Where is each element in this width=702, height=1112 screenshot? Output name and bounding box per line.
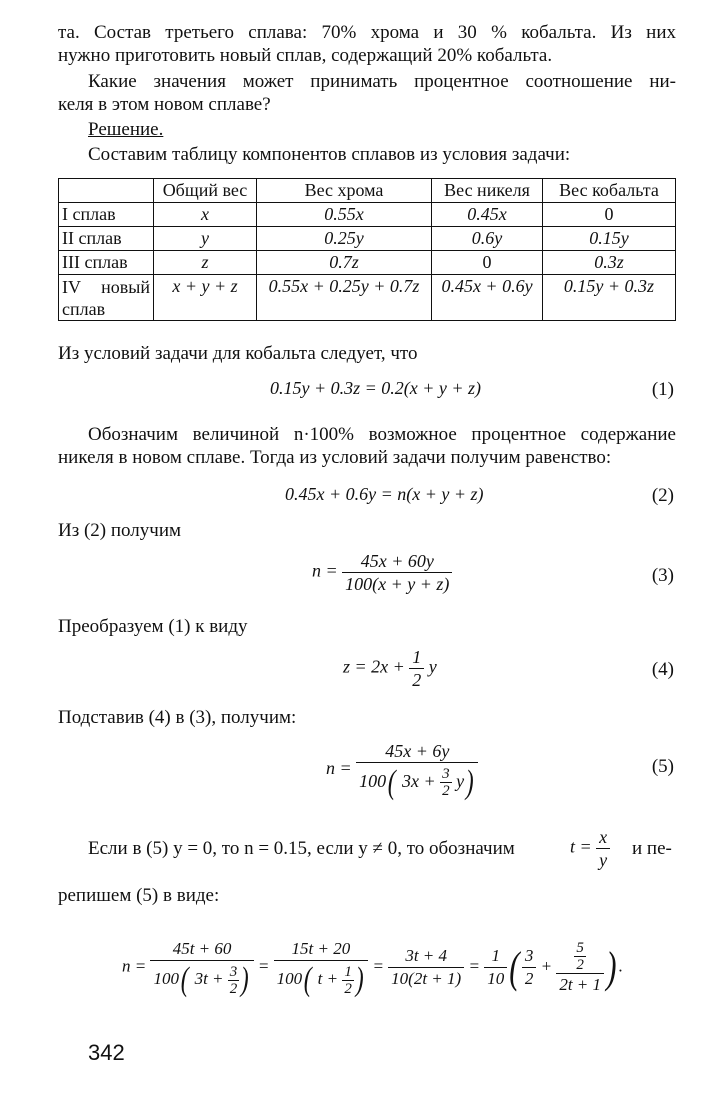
- equals-sign: =: [468, 956, 480, 976]
- paragraph-line: Обозначим величиной n·100% возможное процентное содержание: [88, 424, 676, 445]
- paragraph-line: никеля в новом сплаве. Тогда из условий задачи получим равенство:: [58, 447, 612, 468]
- paren: ): [606, 942, 617, 992]
- paren: ): [465, 763, 474, 801]
- denominator-part: 3t +: [194, 969, 224, 988]
- solution-heading: Решение.: [88, 119, 164, 140]
- equation-lhs: t =: [570, 836, 592, 857]
- fraction: [556, 940, 604, 996]
- numerator: 1: [484, 945, 507, 968]
- paragraph-line: нужно приготовить новый сплав, содержащий 20% кобальта.: [58, 45, 553, 66]
- equation-lhs: n =: [312, 560, 338, 581]
- equation-lhs: n =: [326, 758, 352, 779]
- table-header-cell: [59, 179, 154, 203]
- t-definition: [570, 826, 610, 871]
- table-row: [59, 227, 676, 251]
- numerator: 45t + 60: [150, 938, 253, 961]
- denominator: [274, 961, 369, 997]
- denominator: 10(2t + 1): [391, 969, 462, 989]
- denominator-part: 3x +: [401, 771, 436, 791]
- table-cell: 0: [543, 203, 676, 227]
- table-cell: IV новый сплав: [59, 275, 154, 321]
- table-cell: z: [154, 251, 257, 275]
- denominator: 100(x + y + z): [345, 574, 450, 594]
- table-row: [59, 275, 676, 321]
- alloy-components-table: [58, 178, 676, 321]
- denominator-part: 100: [359, 771, 387, 791]
- fraction: [342, 964, 354, 997]
- paren: (: [303, 961, 312, 999]
- paragraph-line: Подставив (4) в (3), получим:: [58, 707, 297, 728]
- paragraph-line: Преобразуем (1) к виду: [58, 616, 248, 637]
- paragraph-line: Из условий задачи для кобальта следует, что: [58, 343, 418, 364]
- denominator: y: [599, 850, 608, 870]
- denominator: 2: [524, 969, 534, 989]
- fraction: [274, 938, 369, 997]
- fraction: [388, 945, 464, 990]
- numerator: 3t + 4: [388, 945, 464, 968]
- plus-sign: +: [540, 956, 553, 976]
- equation-lhs: n =: [122, 956, 147, 976]
- denominator: [150, 961, 253, 997]
- equation-1: 0.15y + 0.3z = 0.2(x + y + z): [270, 378, 482, 398]
- fraction: [484, 945, 507, 990]
- denominator: [356, 763, 478, 800]
- table-cell: y: [154, 227, 257, 251]
- table-cell: 0.25y: [257, 227, 432, 251]
- denominator-part: y: [456, 771, 465, 791]
- equation-number: (4): [651, 659, 674, 680]
- fraction: [440, 766, 452, 799]
- denominator-part: 100: [153, 969, 179, 988]
- table-cell: 0.15y: [543, 227, 676, 251]
- table-cell: 0.15y + 0.3z: [543, 275, 676, 321]
- table-cell: 0: [432, 251, 543, 275]
- equation-rhs: y: [428, 656, 437, 677]
- table-row: [59, 203, 676, 227]
- paragraph-line: Какие значения может принимать процентное соотношение ни-: [88, 71, 676, 92]
- equation-number: (1): [651, 379, 674, 400]
- table-cell: 0.3z: [543, 251, 676, 275]
- paren: (: [180, 961, 189, 999]
- denominator: 2: [576, 956, 584, 973]
- numerator: 45x + 60y: [342, 550, 452, 573]
- page-number: 342: [88, 1040, 125, 1065]
- equation-number: (3): [651, 565, 674, 586]
- equation-lhs: z = 2x +: [343, 656, 405, 677]
- fraction: [596, 826, 610, 871]
- numerator: 45x + 6y: [356, 740, 478, 763]
- table-cell: 0.45x: [432, 203, 543, 227]
- table-cell: 0.55x + 0.25y + 0.7z: [257, 275, 432, 321]
- denominator: 2: [229, 980, 238, 997]
- denominator: 2: [442, 783, 450, 800]
- denominator-part: t +: [317, 969, 339, 988]
- numerator: 15t + 20: [274, 938, 369, 961]
- paren: (: [509, 942, 520, 992]
- numerator: 1: [409, 646, 424, 669]
- table-cell: III сплав: [59, 251, 154, 275]
- equals-sign: =: [372, 956, 384, 976]
- fraction: [150, 938, 253, 997]
- table-cell: 0.6y: [432, 227, 543, 251]
- paragraph-line: Из (2) получим: [58, 520, 182, 541]
- fraction: [409, 646, 424, 691]
- table-header-cell: Вес хрома: [257, 179, 432, 203]
- paragraph-line: та. Состав третьего сплава: 70% хрома и 30 % кобальта. Из них: [58, 22, 676, 43]
- numerator: 3: [442, 766, 450, 783]
- paragraph-line: [88, 838, 515, 860]
- equation-number: (2): [651, 485, 674, 506]
- table-header-row: [59, 179, 676, 203]
- numerator: 3: [229, 963, 238, 980]
- paragraph-line: и пе-: [632, 838, 672, 859]
- period: .: [618, 956, 623, 976]
- table-header-cell: Вес никеля: [432, 179, 543, 203]
- equation-2: 0.45x + 0.6y = n(x + y + z): [285, 484, 484, 504]
- table-header-cell: Общий вес: [154, 179, 257, 203]
- paren: ): [240, 961, 249, 999]
- equation-4: [343, 646, 437, 691]
- fraction: [228, 964, 240, 997]
- fraction: [574, 940, 586, 973]
- paragraph-line: репишем (5) в виде:: [58, 885, 220, 906]
- table-cell: 0.45x + 0.6y: [432, 275, 543, 321]
- equation-3: [312, 550, 452, 595]
- table-row: [59, 251, 676, 275]
- numerator: 5: [576, 939, 584, 956]
- table-cell: 0.7z: [257, 251, 432, 275]
- equation-5: [326, 740, 478, 800]
- table-cell: x + y + z: [154, 275, 257, 321]
- denominator: 2: [344, 980, 352, 997]
- numerator: x: [596, 826, 610, 849]
- fraction: [356, 740, 478, 800]
- fraction: [522, 945, 537, 990]
- denominator: 10: [487, 969, 505, 989]
- table-cell: II сплав: [59, 227, 154, 251]
- equals-sign: =: [257, 956, 270, 976]
- fraction: [342, 550, 452, 595]
- denominator: 2: [412, 670, 422, 690]
- numerator: [556, 940, 604, 974]
- equation-number: (5): [651, 756, 674, 777]
- table-cell: x: [154, 203, 257, 227]
- paren: (: [387, 763, 396, 801]
- paragraph-line: Составим таблицу компонентов сплавов из условия задачи:: [88, 144, 571, 165]
- denominator: 2t + 1: [559, 974, 602, 994]
- denominator-part: 100: [276, 969, 303, 988]
- table-header-cell: Вес кобальта: [543, 179, 676, 203]
- table-cell: I сплав: [59, 203, 154, 227]
- final-equation: [122, 938, 623, 997]
- table-cell: 0.55x: [257, 203, 432, 227]
- numerator: 1: [344, 963, 352, 980]
- paren: ): [355, 961, 364, 999]
- paragraph-text: Если в (5) y = 0, то n = 0.15, если y ≠ 0, то обозначим: [88, 838, 515, 859]
- paragraph-line: келя в этом новом сплаве?: [58, 94, 271, 115]
- numerator: 3: [522, 945, 537, 968]
